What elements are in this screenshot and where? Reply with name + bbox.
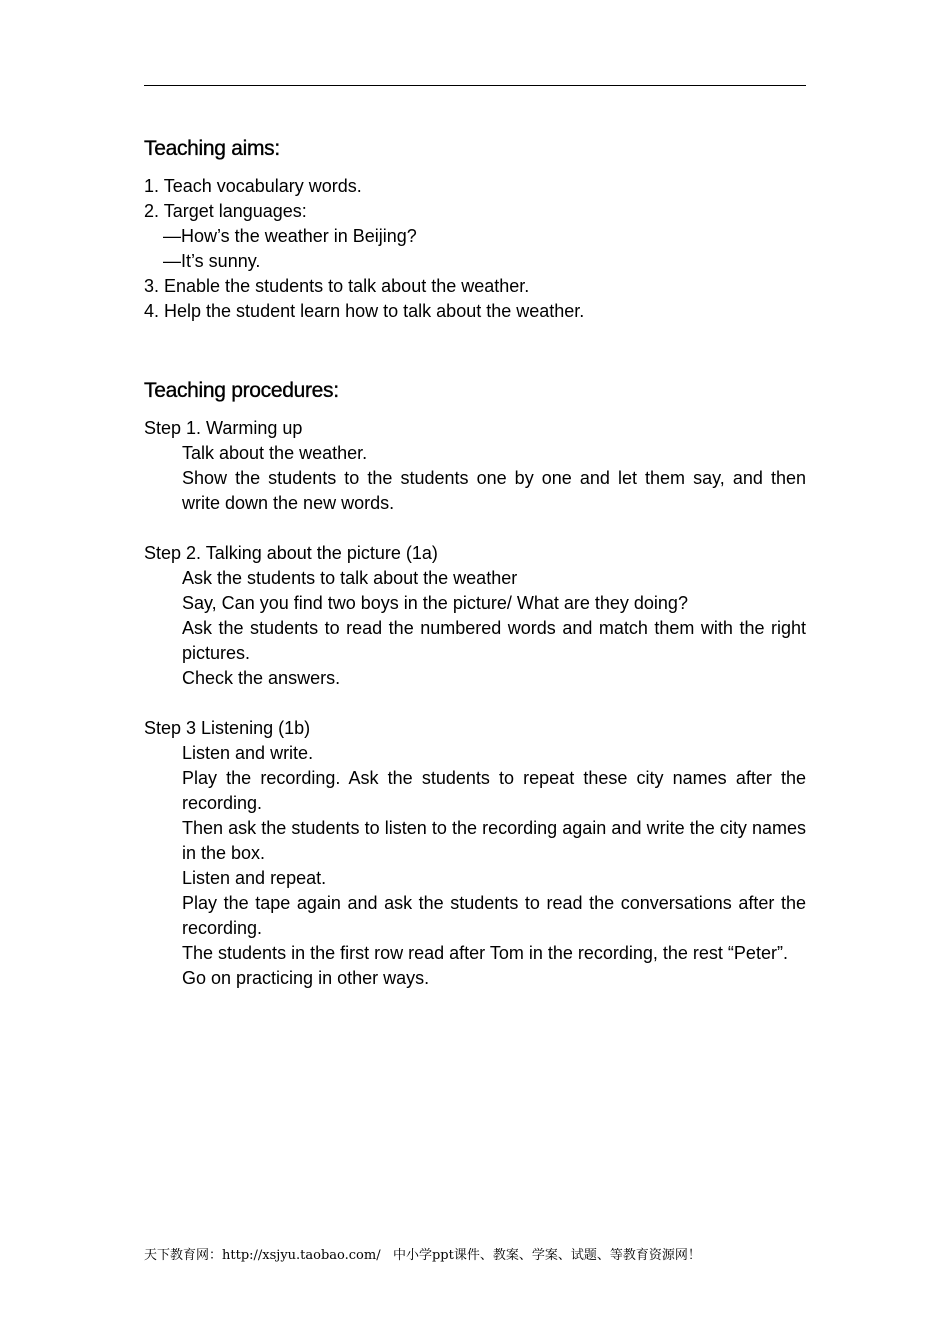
page-footer: 天下教育网：http://xsjyu.taobao.com/ 中小学ppt课件、教案、学案、试题、等教育资源网！ <box>144 1248 701 1263</box>
step-title: Step 1. Warming up <box>144 418 303 438</box>
document-body <box>144 132 806 991</box>
aim-item: 1. Teach vocabulary words. <box>144 176 362 196</box>
step-line: Play the recording. Ask the students to repeat these city names after the recording. <box>182 768 806 813</box>
step-line: Play the tape again and ask the students to read the conversations after the recording. <box>182 893 806 938</box>
aim-item: 2. Target languages: <box>144 201 307 221</box>
step-line: Listen and repeat. <box>182 868 327 888</box>
step-line: The students in the first row read after Tom in the recording, the rest “Peter”. <box>182 943 788 963</box>
step-line: Talk about the weather. <box>182 443 368 463</box>
target-language-line: —How’s the weather in Beijing? <box>163 226 417 246</box>
aim-item: 4. Help the student learn how to talk about the weather. <box>144 301 585 321</box>
teaching-procedures-heading: Teaching procedures: <box>144 379 339 402</box>
aim-item: 3. Enable the students to talk about the weather. <box>144 276 530 296</box>
step-line: Then ask the students to listen to the recording again and write the city names in the box. <box>182 818 806 863</box>
step-line: Say, Can you find two boys in the picture/ What are they doing? <box>182 593 688 613</box>
step-title: Step 3 Listening (1b) <box>144 718 311 738</box>
target-language-line: —It’s sunny. <box>163 251 261 271</box>
teaching-aims-heading: Teaching aims: <box>144 137 280 160</box>
step-line: Ask the students to read the numbered words and match them with the right pictures. <box>182 618 806 663</box>
header-rule <box>144 85 806 86</box>
step-line: Ask the students to talk about the weather <box>182 568 518 588</box>
step-title: Step 2. Talking about the picture (1a) <box>144 543 438 563</box>
step-line: Go on practicing in other ways. <box>182 968 430 988</box>
step-line: Listen and write. <box>182 743 314 763</box>
step-line: Show the students to the students one by one and let them say, and then write down the new words. <box>182 468 806 513</box>
step-line: Check the answers. <box>182 668 341 688</box>
